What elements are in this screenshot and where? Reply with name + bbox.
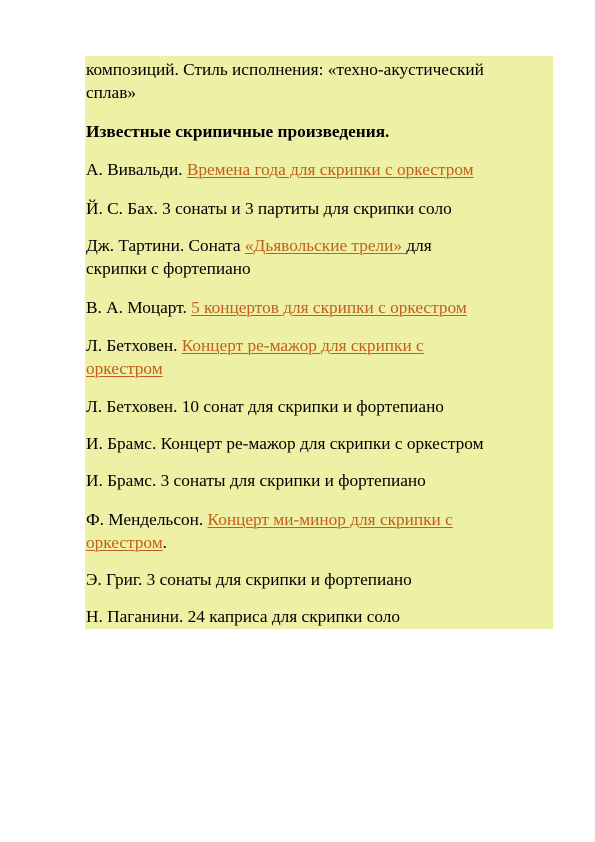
list-item-tartini-line-2: скрипки с фортепиано <box>86 259 251 278</box>
item-author: А. Вивальди. <box>86 160 187 179</box>
item-suffix: для <box>406 236 432 255</box>
highlighted-text-block <box>85 56 553 629</box>
link-tartini-devils-trill[interactable]: «Дьявольские трели» <box>244 236 407 255</box>
list-item-beethoven-concerto-line-2 <box>86 357 552 380</box>
list-item-beethoven-sonatas: Л. Бетховен. 10 сонат для скрипки и фортепиано <box>86 397 444 416</box>
item-suffix: . <box>162 533 167 552</box>
list-item-brahms-concerto: И. Брамс. Концерт ре-мажор для скрипки с оркестром <box>86 434 484 453</box>
list-item-mendelssohn <box>86 508 552 531</box>
list-item-vivaldi <box>86 158 552 181</box>
list-item-paganini: Н. Паганини. 24 каприса для скрипки соло <box>86 607 401 626</box>
list-item-bach: Й. С. Бах. 3 сонаты и 3 партиты для скрипки соло <box>86 199 452 218</box>
item-author: В. А. Моцарт. <box>86 298 192 317</box>
list-item-grieg: Э. Григ. 3 сонаты для скрипки и фортепиано <box>86 570 412 589</box>
link-beethoven-concerto[interactable]: Концерт ре-мажор для скрипки с <box>181 336 424 355</box>
list-item-mendelssohn-line-2 <box>86 531 552 554</box>
list-item-mozart <box>86 296 552 319</box>
section-heading: Известные скрипичные произведения. <box>86 122 390 141</box>
intro-line-2: сплав» <box>86 83 137 102</box>
intro-line-1: композиций. Стиль исполнения: «техно-акустический <box>86 60 484 79</box>
link-mendelssohn-concerto[interactable]: Концерт ми-минор для скрипки с <box>207 510 453 529</box>
item-author: Дж. Тартини. Соната <box>86 236 245 255</box>
item-author: Л. Бетховен. <box>86 336 182 355</box>
list-item-beethoven-concerto <box>86 334 552 357</box>
item-author: Ф. Мендельсон. <box>86 510 208 529</box>
link-mendelssohn-concerto-continued[interactable]: оркестром <box>86 533 163 552</box>
link-beethoven-concerto-continued[interactable]: оркестром <box>86 359 163 378</box>
list-item-tartini <box>86 234 552 257</box>
list-item-brahms-sonatas: И. Брамс. 3 сонаты для скрипки и фортепиано <box>86 471 426 490</box>
link-vivaldi-seasons[interactable]: Времена года для скрипки с оркестром <box>186 160 474 179</box>
link-mozart-concertos[interactable]: 5 концертов для скрипки с оркестром <box>191 298 467 317</box>
